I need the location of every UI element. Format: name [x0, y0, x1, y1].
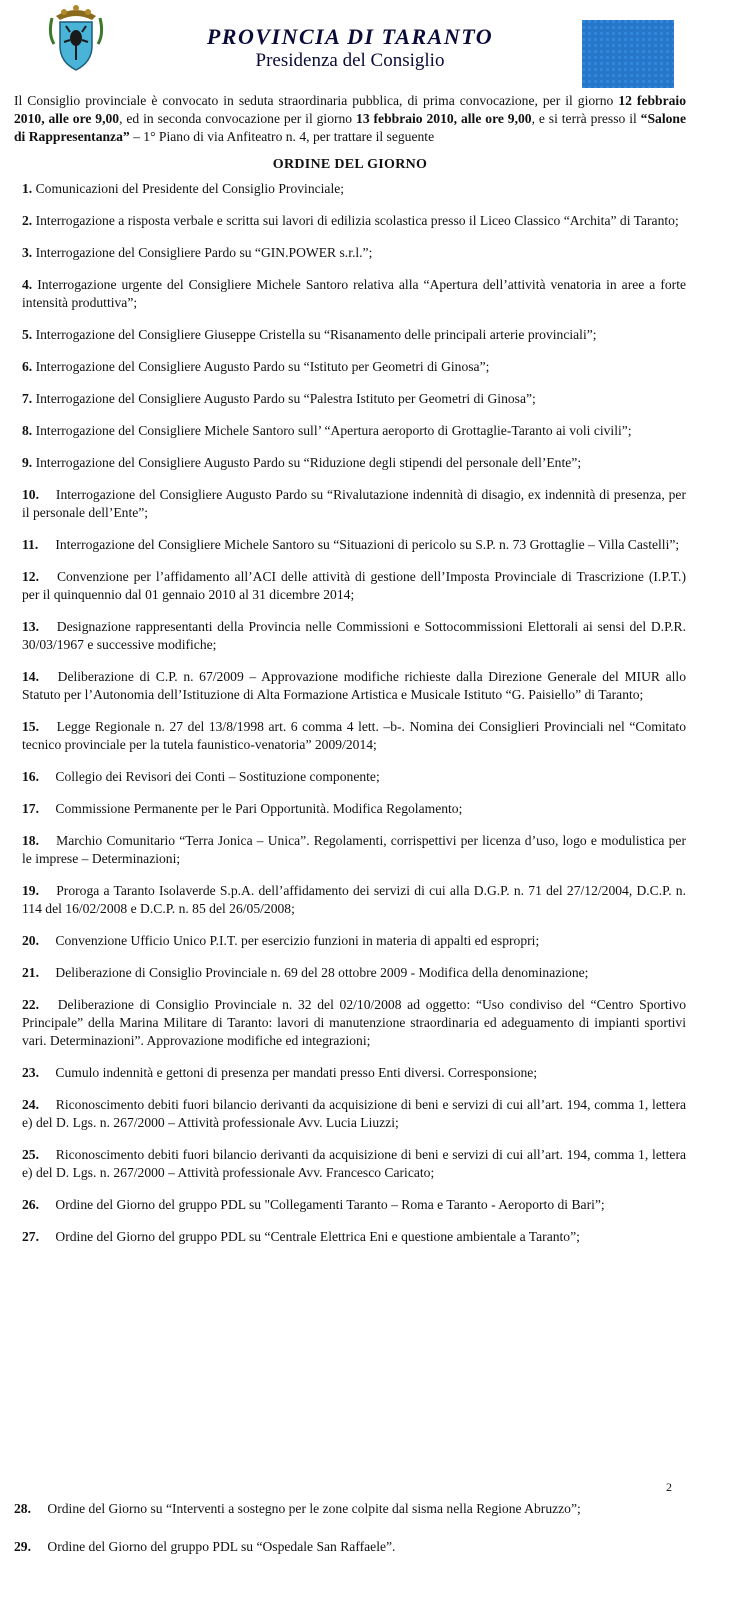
agenda-item	[14, 996, 686, 1050]
document-body	[14, 92, 686, 1260]
agenda-item	[14, 932, 686, 950]
next-page-agenda-items	[14, 1500, 704, 1576]
page-number: 2	[666, 1480, 672, 1494]
agenda-item-number: 24.	[22, 1097, 39, 1112]
agenda-item-text: Marchio Comunitario “Terra Jonica – Unica”. Regolamenti, corrispettivi per licenza d’uso, logo e modulistica per le imprese – Determinazioni;	[22, 833, 686, 866]
agenda-item-number: 26.	[22, 1197, 39, 1212]
agenda-item	[14, 800, 686, 818]
agenda-item-text: Interrogazione del Consigliere Augusto Pardo su “Riduzione degli stipendi del personale dell’Ente”;	[35, 455, 582, 470]
agenda-item-text: Comunicazioni del Presidente del Consiglio Provinciale;	[35, 181, 345, 196]
agenda-item	[14, 568, 686, 604]
agenda-item-text: Interrogazione del Consigliere Giuseppe Cristella su “Risanamento delle principali arterie provinciali”;	[35, 327, 597, 342]
agenda-item-number: 4.	[22, 277, 33, 292]
agenda-item-number: 17.	[22, 801, 39, 816]
agenda-item-number: 8.	[22, 423, 33, 438]
agenda-item	[14, 358, 686, 376]
agenda-item-text: Interrogazione del Consigliere Augusto Pardo su “Rivalutazione indennità di disagio, ex indennità di presenza, per il personale dell’Ente”;	[22, 487, 686, 520]
document-header	[0, 0, 736, 92]
agenda-item-text: Interrogazione del Consigliere Augusto Pardo su “Palestra Istituto per Geometri di Ginosa”;	[35, 391, 536, 406]
header-title-block	[200, 24, 500, 72]
agenda-item-number: 13.	[22, 619, 39, 634]
agenda-item-text: Legge Regionale n. 27 del 13/8/1998 art. 6 comma 4 lett. –b-. Nomina dei Consiglieri Provinciali nel “Comitato tecnico provinciale per la tutela faunistico-venatoria” 2009/2014;	[22, 719, 686, 752]
agenda-item-text: Ordine del Giorno del gruppo PDL su "Collegamenti Taranto – Roma e Taranto - Aeroporto di Bari”;	[55, 1197, 605, 1212]
province-crest-icon	[46, 4, 106, 74]
agenda-list	[14, 180, 686, 1246]
agenda-item-text: Deliberazione di Consiglio Provinciale n. 32 del 02/10/2008 ad oggetto: “Uso condiviso del “Centro Sportivo Principale” della Marina Militare di Taranto: lavori di manutenzione straordinaria ed adeguamento di impianti sportivi vari. Determinazioni”. Approvazione modifiche ed integrazioni;	[22, 997, 686, 1048]
agenda-item-text: Interrogazione del Consigliere Augusto Pardo su “Istituto per Geometri di Ginosa”;	[35, 359, 490, 374]
agenda-item	[14, 668, 686, 704]
agenda-item-number: 7.	[22, 391, 33, 406]
agenda-item-number: 27.	[22, 1229, 39, 1244]
province-title: PROVINCIA DI TARANTO	[206, 24, 494, 49]
agenda-item-number: 14.	[22, 669, 39, 684]
trailing-item	[14, 1538, 704, 1556]
agenda-item-text: Interrogazione del Consigliere Michele Santoro su “Situazioni di pericolo su S.P. n. 73 Grottaglie – Villa Castelli”;	[55, 537, 680, 552]
second-call-date: 13 febbraio 2010, alle ore 9,00	[356, 111, 532, 126]
agenda-item	[14, 768, 686, 786]
agenda-item	[14, 486, 686, 522]
venue-name: “Salone di Rappresentanza”	[14, 111, 686, 144]
agenda-item	[14, 180, 686, 198]
agenda-item	[14, 1064, 686, 1082]
intro-text-1: Il Consiglio provinciale è convocato in seduta straordinaria pubblica, di prima convocazione, per il giorno	[14, 93, 619, 108]
trailing-item-text: Ordine del Giorno su “Interventi a sostegno per le zone colpite dal sisma nella Regione Abruzzo”;	[47, 1501, 581, 1516]
trailing-item-number: 29.	[14, 1539, 31, 1554]
agenda-item-text: Deliberazione di C.P. n. 67/2009 – Approvazione modifiche richieste dalla Direzione Generale del MIUR allo Statuto per l’Autonomia dell’Istituzione di Alta Formazione Artistica e Musicale Istituto “G. Paisiello” di Taranto;	[22, 669, 686, 702]
agenda-item	[14, 964, 686, 982]
agenda-item	[14, 1196, 686, 1214]
agenda-item-text: Riconoscimento debiti fuori bilancio derivanti da acquisizione di beni e servizi di cui all’art. 194, comma 1, lettera e) del D. Lgs. n. 267/2000 – Attività professionale Avv. Francesco Caricato;	[22, 1147, 686, 1180]
agenda-item	[14, 454, 686, 472]
agenda-item-number: 3.	[22, 245, 33, 260]
agenda-item-number: 23.	[22, 1065, 39, 1080]
first-call-date: 12 febbraio 2010, alle ore 9,00	[14, 93, 686, 126]
agenda-item-text: Cumulo indennità e gettoni di presenza per mandati presso Enti diversi. Corresponsione;	[55, 1065, 538, 1080]
trailing-item	[14, 1500, 704, 1518]
intro-text-2: , ed in seconda convocazione per il giorno	[119, 111, 357, 126]
agenda-item	[14, 422, 686, 440]
agenda-title: ORDINE DEL GIORNO	[272, 157, 428, 172]
agenda-item	[14, 276, 686, 312]
convocation-paragraph	[14, 92, 686, 146]
agenda-item-number: 25.	[22, 1147, 39, 1162]
agenda-item-text: Convenzione Ufficio Unico P.I.T. per esercizio funzioni in materia di appalti ed espropri;	[55, 933, 540, 948]
agenda-item-number: 19.	[22, 883, 39, 898]
agenda-item	[14, 718, 686, 754]
agenda-item	[14, 1146, 686, 1182]
intro-text-3: , e si terrà presso il	[531, 111, 641, 126]
agenda-item	[14, 882, 686, 918]
agenda-item-number: 9.	[22, 455, 33, 470]
agenda-item	[14, 212, 686, 230]
intro-text-4: – 1° Piano di via Anfiteatro n. 4, per trattare il seguente	[129, 129, 435, 144]
agenda-item-number: 16.	[22, 769, 39, 784]
agenda-item-text: Proroga a Taranto Isolaverde S.p.A. dell’affidamento dei servizi di cui alla D.G.P. n. 71 del 27/12/2004, D.C.P. n. 114 del 16/02/2008 e D.C.P. n. 85 del 26/05/2008;	[22, 883, 687, 916]
agenda-item-text: Designazione rappresentanti della Provincia nelle Commissioni e Sottocommissioni Elettorali ai sensi del D.P.R. 30/03/1967 e successive modifiche;	[22, 619, 686, 652]
agenda-item-text: Ordine del Giorno del gruppo PDL su “Centrale Elettrica Eni e questione ambientale a Taranto”;	[55, 1229, 580, 1244]
agenda-item-text: Deliberazione di Consiglio Provinciale n. 69 del 28 ottobre 2009 - Modifica della denominazione;	[55, 965, 589, 980]
agenda-item-text: Interrogazione del Consigliere Pardo su “GIN.POWER s.r.l.”;	[35, 245, 373, 260]
agenda-item-text: Interrogazione del Consigliere Michele Santoro sull’ “Apertura aeroporto di Grottaglie-Taranto ai voli civili”;	[35, 423, 632, 438]
agenda-item	[14, 1228, 686, 1246]
agenda-item-text: Interrogazione urgente del Consigliere Michele Santoro relativa alla “Apertura dell’attività venatoria in aree a forte intensità produttiva”;	[22, 277, 687, 310]
presidency-subtitle: Presidenza del Consiglio	[255, 50, 445, 71]
trailing-item-text: Ordine del Giorno del gruppo PDL su “Ospedale San Raffaele”.	[47, 1539, 396, 1554]
agenda-item	[14, 1096, 686, 1132]
agenda-item	[14, 244, 686, 262]
agenda-item	[14, 832, 686, 868]
eu-flag-icon	[582, 20, 674, 88]
agenda-item-text: Commissione Permanente per le Pari Opportunità. Modifica Regolamento;	[55, 801, 463, 816]
trailing-item-number: 28.	[14, 1501, 31, 1516]
agenda-item-number: 22.	[22, 997, 39, 1012]
agenda-item-number: 1.	[22, 181, 33, 196]
agenda-item-number: 12.	[22, 569, 39, 584]
agenda-item-number: 11.	[22, 537, 39, 552]
agenda-item-text: Riconoscimento debiti fuori bilancio derivanti da acquisizione di beni e servizi di cui all’art. 194, comma 1, lettera e) del D. Lgs. n. 267/2000 – Attività professionale Avv. Lucia Liuzzi;	[22, 1097, 686, 1130]
agenda-item-number: 10.	[22, 487, 39, 502]
agenda-item	[14, 536, 686, 554]
agenda-item-text: Interrogazione a risposta verbale e scritta sui lavori di edilizia scolastica presso il Liceo Classico “Archita” di Taranto;	[35, 213, 679, 228]
agenda-item	[14, 390, 686, 408]
agenda-item-number: 5.	[22, 327, 33, 342]
agenda-item-text: Collegio dei Revisori dei Conti – Sostituzione componente;	[55, 769, 380, 784]
agenda-item-number: 21.	[22, 965, 39, 980]
agenda-item	[14, 618, 686, 654]
agenda-item	[14, 326, 686, 344]
agenda-item-number: 15.	[22, 719, 39, 734]
agenda-item-number: 20.	[22, 933, 39, 948]
agenda-item-text: Convenzione per l’affidamento all’ACI delle attività di gestione dell’Imposta Provinciale di Trascrizione (I.P.T.) per il quinquennio dal 01 gennaio 2010 al 31 dicembre 2014;	[22, 569, 686, 602]
agenda-item-number: 2.	[22, 213, 33, 228]
agenda-item-number: 18.	[22, 833, 39, 848]
agenda-item-number: 6.	[22, 359, 33, 374]
